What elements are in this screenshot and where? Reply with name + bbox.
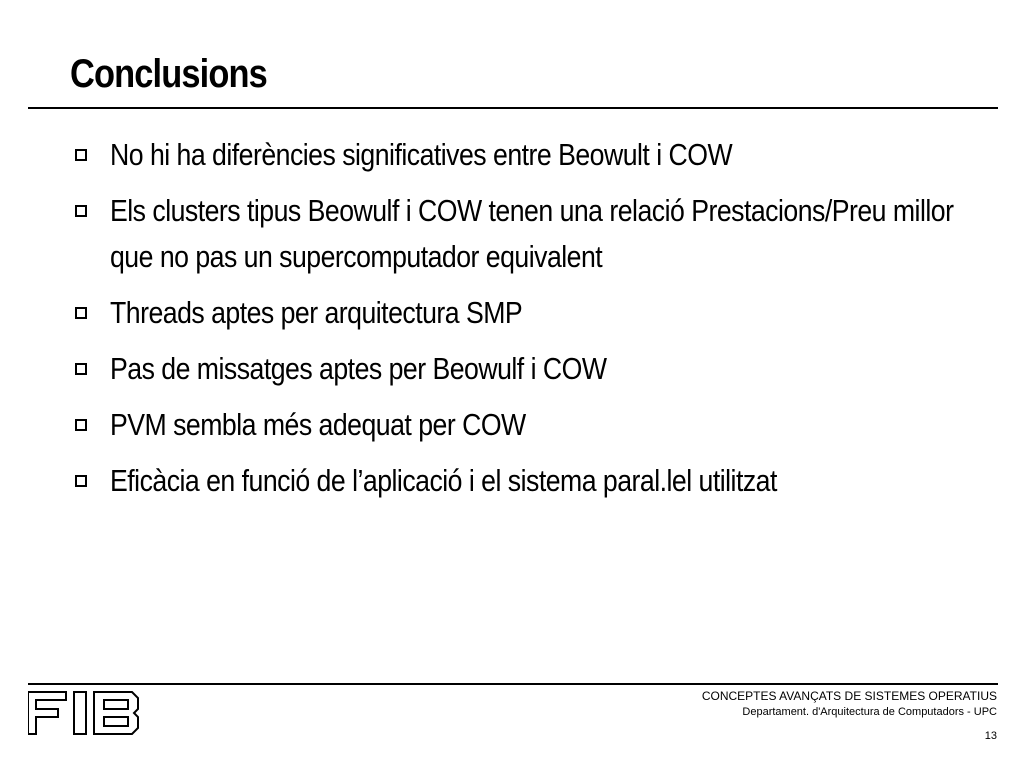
bullet-list [72,132,992,514]
fib-logo-icon [28,690,140,736]
footer-divider [28,683,998,685]
square-bullet-icon [75,149,87,161]
square-bullet-icon [75,419,87,431]
bullet-text: PVM sembla més adequat per COW [110,407,526,442]
bullet-item [72,402,992,448]
bullet-item [72,346,992,392]
footer-department: Departament. d'Arquitectura de Computadors - UPC [742,706,997,718]
footer-course-name: CONCEPTES AVANÇATS DE SISTEMES OPERATIUS [701,689,997,703]
square-bullet-icon [75,475,87,487]
bullet-item [72,132,992,178]
bullet-text: Eficàcia en funció de l’aplicació i el sistema paral.lel utilitzat [110,463,777,498]
bullet-text: No hi ha diferències significatives entre Beowult i COW [110,137,733,172]
fib-logo [28,690,140,741]
bullet-item [72,458,992,504]
bullet-text: Pas de missatges aptes per Beowulf i COW [110,351,607,386]
bullet-item [72,290,992,336]
square-bullet-icon [75,363,87,375]
title-divider [28,107,998,109]
bullet-text: Els clusters tipus Beowulf i COW tenen una relació Prestacions/Preu millor que no pas un supercomputador equivalent [110,193,954,274]
page-number: 13 [984,730,997,742]
bullet-text: Threads aptes per arquitectura SMP [110,295,523,330]
slide-title: Conclusions [70,52,267,96]
bullet-item [72,188,992,280]
square-bullet-icon [75,307,87,319]
square-bullet-icon [75,205,87,217]
